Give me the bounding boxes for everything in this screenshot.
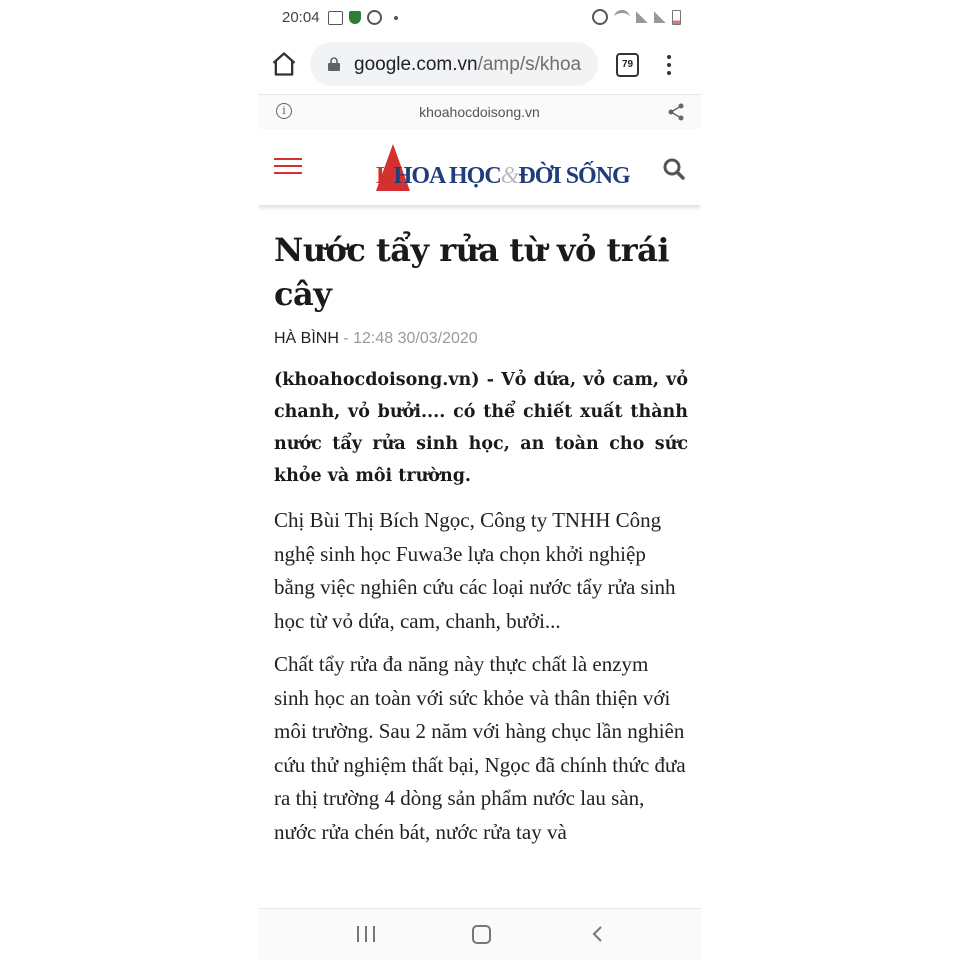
- status-bar: [258, 0, 701, 36]
- article-byline: [274, 330, 688, 348]
- article-datetime: 12:48 30/03/2020: [353, 330, 478, 347]
- dot-icon: [394, 16, 398, 20]
- amp-domain[interactable]: khoahocdoisong.vn: [419, 104, 540, 120]
- url-text[interactable]: [354, 54, 581, 76]
- article-paragraph: Chị Bùi Thị Bích Ngọc, Công ty TNHH Công nghệ sinh học Fuwa3e lựa chọn khởi nghiệp bằng việc nghiên cứu các loại nước tẩy rửa sinh học từ vỏ dứa, cam, chanh, bưởi...: [274, 508, 676, 633]
- system-navigation-bar: [258, 908, 701, 960]
- battery-icon: [672, 10, 681, 25]
- lock-icon: [328, 57, 340, 71]
- status-time: 20:04: [282, 9, 320, 26]
- recent-apps-icon[interactable]: [357, 926, 375, 942]
- search-icon[interactable]: [662, 157, 686, 181]
- more-options-icon[interactable]: [663, 52, 675, 78]
- address-bar[interactable]: [310, 42, 598, 86]
- article-title: Nước tẩy rửa từ vỏ trái cây: [274, 231, 670, 313]
- share-icon[interactable]: [667, 103, 685, 121]
- shield-icon: [349, 11, 361, 24]
- url-path: /amp/s/khoa: [477, 54, 582, 75]
- phone-screen: [258, 0, 701, 960]
- article: [274, 228, 688, 849]
- home-nav-icon[interactable]: [472, 925, 491, 944]
- article-paragraph: Chất tẩy rửa đa năng này thực chất là enzym sinh học an toàn với sức khỏe và thân thiện với môi trường. Sau 2 năm với hàng chục lần nghiên cứu thử nghiệm thất bại, Ngọc đã chính thức đưa ra thị trường 4 dòng sản phẩm nước lau sàn, nước rửa chén bát, nước rửa tay và: [274, 652, 686, 844]
- signal-icon: [636, 11, 648, 23]
- info-icon[interactable]: i: [276, 103, 292, 119]
- system-icons: [592, 9, 681, 25]
- notification-icons: [328, 10, 398, 25]
- article-summary: (khoahocdoisong.vn) - Vỏ dứa, vỏ cam, vỏ chanh, vỏ bưởi.... có thể chiết xuất thành nước tẩy rửa sinh học, an toàn cho sức khỏe và môi trường.: [274, 370, 688, 486]
- logo-first-letter: K: [376, 163, 394, 189]
- wifi-icon: [614, 10, 630, 25]
- amp-header: [258, 94, 701, 130]
- messenger-icon: [367, 10, 382, 25]
- back-icon[interactable]: [589, 925, 607, 943]
- logo-part1: HOA HỌC: [393, 163, 501, 189]
- logo-text: [376, 163, 630, 190]
- site-header: [258, 129, 701, 205]
- byline-separator: -: [338, 330, 354, 347]
- logo-ampersand: &: [500, 163, 519, 189]
- url-domain: google.com.vn: [354, 54, 478, 75]
- hamburger-menu-icon[interactable]: [274, 158, 302, 176]
- signal-icon: [654, 11, 666, 23]
- home-icon[interactable]: [270, 50, 298, 78]
- alarm-icon: [592, 9, 608, 25]
- tab-switcher-button[interactable]: 79: [616, 53, 639, 77]
- browser-toolbar: [258, 36, 701, 94]
- site-logo[interactable]: [376, 141, 630, 193]
- article-author[interactable]: HÀ BÌNH: [274, 330, 339, 347]
- logo-part2: ĐỜI SỐNG: [518, 163, 630, 189]
- sim-card-icon: [328, 11, 343, 25]
